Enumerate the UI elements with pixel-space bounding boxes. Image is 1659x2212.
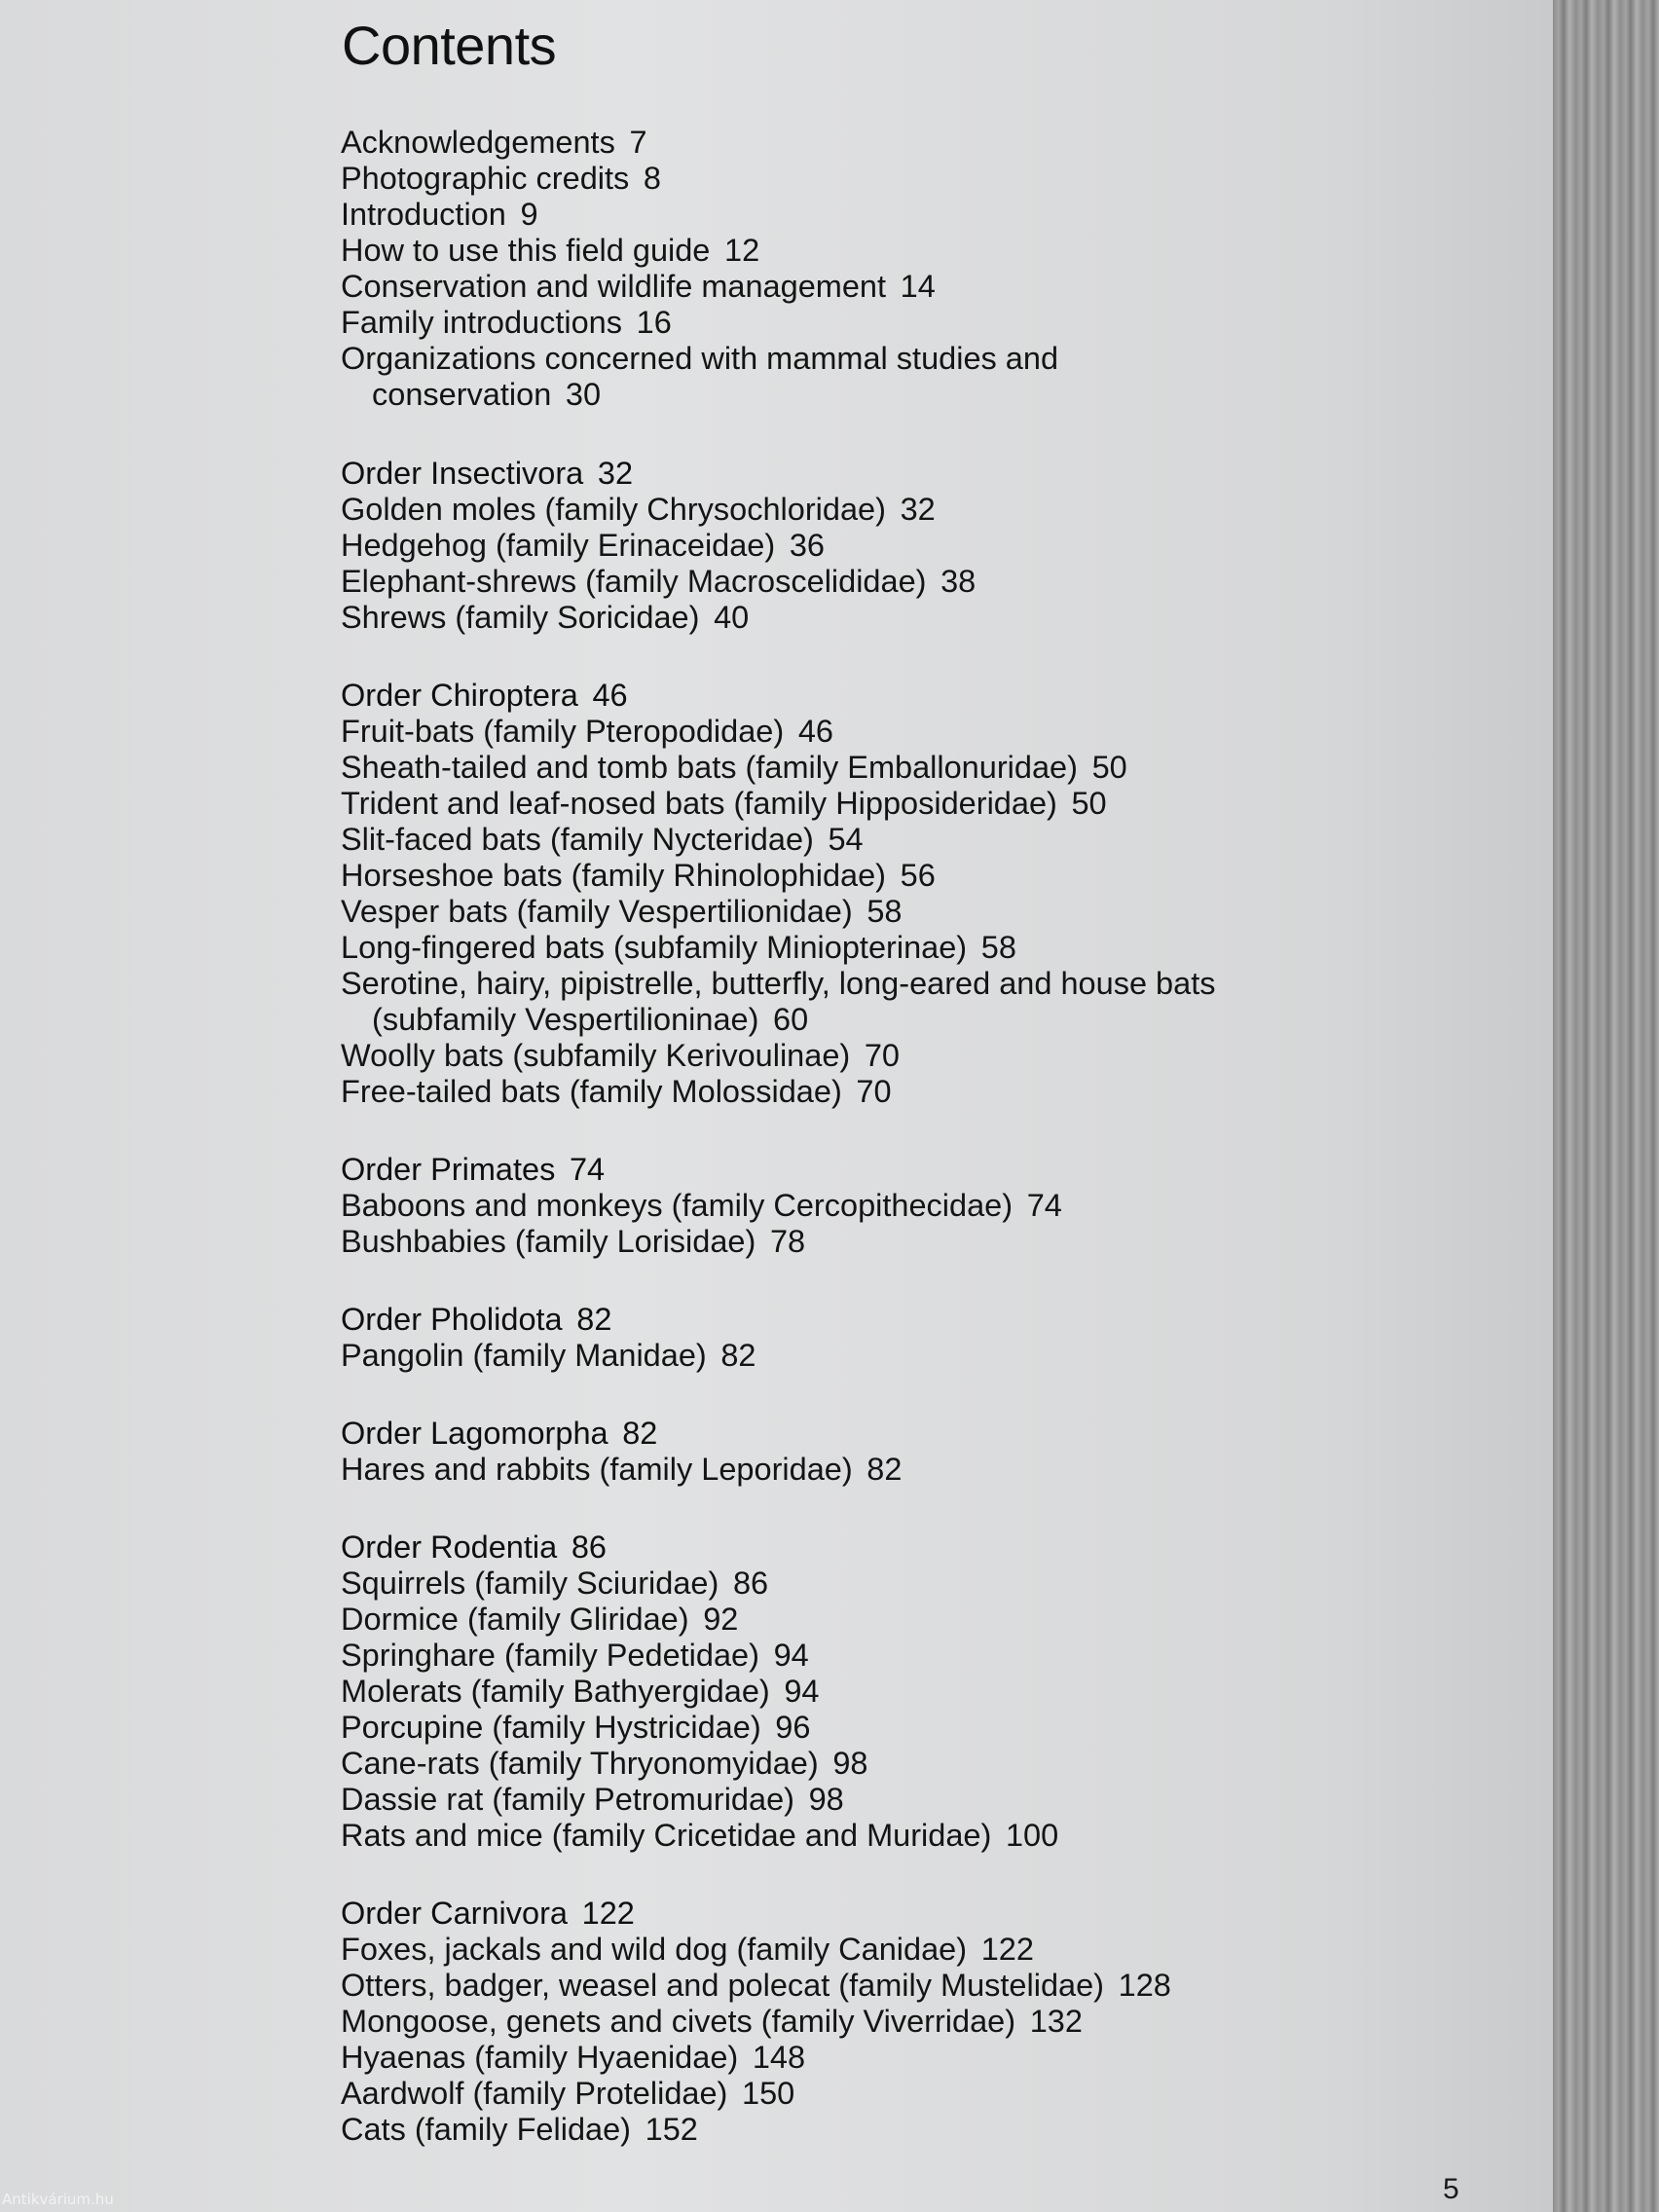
toc-entry-title: Family introductions — [341, 305, 622, 340]
toc-entry — [341, 492, 1509, 528]
toc-page-number: 92 — [703, 1602, 739, 1637]
toc-entry-title: Shrews (family Soricidae) — [341, 600, 700, 635]
toc-entry — [341, 2040, 1509, 2076]
toc-entry — [341, 1074, 1509, 1110]
toc-entry-title: Springhare (family Pedetidae) — [341, 1638, 759, 1673]
toc-entry — [341, 2004, 1509, 2040]
toc-page-number: 50 — [1091, 750, 1127, 785]
toc-page-number: 148 — [752, 2040, 806, 2075]
toc-entry-title: Introduction — [341, 197, 506, 232]
toc-page-number: 60 — [773, 1002, 809, 1037]
toc-entry-title: Fruit-bats (family Pteropodidae) — [341, 714, 785, 749]
toc-entry — [341, 1566, 1509, 1602]
toc-entry-title: Photographic credits — [341, 161, 630, 196]
toc-entry-title: Hyaenas (family Hyaenidae) — [341, 2040, 739, 2075]
toc-page-number: 122 — [980, 1932, 1034, 1967]
toc-section-heading — [341, 1152, 1509, 1188]
toc-order-section — [341, 456, 1509, 636]
toc-entry-title: Order Carnivora — [341, 1896, 568, 1931]
toc-entry-continuation-text: (subfamily Vespertilioninae) — [372, 1002, 759, 1037]
toc-entry-title: Rats and mice (family Cricetidae and Muridae) — [341, 1818, 992, 1853]
toc-page-number: 56 — [900, 858, 936, 893]
toc-entry-title: Trident and leaf-nosed bats (family Hipposideridae) — [341, 786, 1057, 821]
toc-entry — [341, 1338, 1509, 1374]
toc-page-number: 82 — [866, 1452, 903, 1487]
toc-entry-title: Horseshoe bats (family Rhinolophidae) — [341, 858, 887, 893]
toc-entry-title: Sheath-tailed and tomb bats (family Emballonuridae) — [341, 750, 1078, 785]
toc-page-number: 128 — [1118, 1968, 1171, 2003]
toc-page-number: 32 — [597, 456, 634, 491]
toc-page-number: 58 — [866, 894, 903, 929]
wooden-background — [1553, 0, 1659, 2212]
toc-entry-title: Order Lagomorpha — [341, 1416, 608, 1451]
toc-page-number: 98 — [808, 1782, 844, 1817]
toc-entry — [341, 1038, 1509, 1074]
toc-order-section — [341, 1152, 1509, 1260]
table-of-contents — [341, 125, 1509, 2190]
toc-entry-title: Aardwolf (family Protelidae) — [341, 2076, 728, 2111]
toc-section-heading — [341, 456, 1509, 492]
toc-page-number: 96 — [775, 1710, 811, 1745]
watermark: Antikvárium.hu — [2, 2191, 114, 2208]
toc-order-section — [341, 1530, 1509, 1854]
toc-page-number: 82 — [622, 1416, 658, 1451]
toc-entry — [341, 233, 1509, 269]
toc-entry-title: Squirrels (family Sciuridae) — [341, 1566, 719, 1601]
page-number: 5 — [1443, 2173, 1459, 2205]
toc-entry-continuation — [341, 1002, 1509, 1038]
toc-entry-title: Order Rodentia — [341, 1530, 558, 1565]
toc-page-number: 7 — [629, 125, 647, 160]
toc-entry — [341, 1188, 1509, 1224]
toc-section-heading — [341, 1416, 1509, 1452]
toc-entry — [341, 714, 1509, 750]
toc-page-number: 32 — [900, 492, 936, 527]
toc-page-number: 12 — [724, 233, 760, 268]
toc-entry — [341, 786, 1509, 822]
toc-order-section — [341, 678, 1509, 1110]
toc-page-number: 46 — [797, 714, 833, 749]
toc-section-heading — [341, 1896, 1509, 1932]
toc-page-number: 50 — [1071, 786, 1107, 821]
toc-page-number: 74 — [1026, 1188, 1062, 1223]
toc-entry — [341, 858, 1509, 894]
toc-entry — [341, 966, 1509, 1038]
toc-page-number: 150 — [742, 2076, 795, 2111]
toc-page-number: 40 — [714, 600, 750, 635]
toc-entry-continuation — [341, 377, 1509, 413]
toc-page-number: 152 — [645, 2112, 698, 2147]
toc-entry — [341, 894, 1509, 930]
toc-page-number: 82 — [720, 1338, 756, 1373]
toc-entry — [341, 1746, 1509, 1782]
toc-entry-title: Dassie rat (family Petromuridae) — [341, 1782, 794, 1817]
toc-page-number: 30 — [565, 377, 602, 412]
toc-entry-title: Dormice (family Gliridae) — [341, 1602, 689, 1637]
toc-page-number: 70 — [864, 1038, 901, 1073]
toc-page-number: 100 — [1005, 1818, 1059, 1853]
toc-page-number: 132 — [1029, 2004, 1083, 2039]
toc-page-number: 94 — [784, 1674, 820, 1709]
toc-page-number: 16 — [636, 305, 672, 340]
toc-entry — [341, 1710, 1509, 1746]
toc-page-number: 9 — [520, 197, 538, 232]
toc-order-section — [341, 1416, 1509, 1488]
toc-entry-title: Order Chiroptera — [341, 678, 578, 713]
toc-entry — [341, 305, 1509, 341]
toc-entry-title: Acknowledgements — [341, 125, 615, 160]
toc-entry-title: Pangolin (family Manidae) — [341, 1338, 707, 1373]
toc-entry — [341, 197, 1509, 233]
toc-page-number: 8 — [643, 161, 661, 196]
toc-entry — [341, 2112, 1509, 2148]
toc-section-heading — [341, 678, 1509, 714]
toc-page-number: 122 — [581, 1896, 635, 1931]
toc-front-matter — [341, 125, 1509, 413]
toc-entry — [341, 822, 1509, 858]
toc-entry-title: Slit-faced bats (family Nycteridae) — [341, 822, 814, 857]
toc-page-number: 86 — [732, 1566, 769, 1601]
toc-section-heading — [341, 1530, 1509, 1566]
toc-entry-title: Foxes, jackals and wild dog (family Canidae) — [341, 1932, 968, 1967]
toc-order-section — [341, 1302, 1509, 1374]
toc-entry-title: Hedgehog (family Erinaceidae) — [341, 528, 776, 563]
toc-page-number: 74 — [569, 1152, 606, 1187]
toc-entry — [341, 1638, 1509, 1674]
toc-entry-title: Hares and rabbits (family Leporidae) — [341, 1452, 853, 1487]
toc-entry-title: Elephant-shrews (family Macroscelididae) — [341, 564, 927, 599]
toc-entry-title: Otters, badger, weasel and polecat (family Mustelidae) — [341, 1968, 1104, 2003]
toc-entry-title: Serotine, hairy, pipistrelle, butterfly, long-eared and house bats — [341, 966, 1216, 1001]
toc-entry-title: Golden moles (family Chrysochloridae) — [341, 492, 886, 527]
toc-page-number: 78 — [769, 1224, 806, 1259]
toc-entry — [341, 1224, 1509, 1260]
toc-entry-title: Porcupine (family Hystricidae) — [341, 1710, 761, 1745]
toc-entry — [341, 2076, 1509, 2112]
toc-entry — [341, 125, 1509, 161]
toc-entry — [341, 1782, 1509, 1818]
toc-entry — [341, 600, 1509, 636]
toc-entry-title: Molerats (family Bathyergidae) — [341, 1674, 770, 1709]
toc-entry — [341, 750, 1509, 786]
toc-entry-title: Free-tailed bats (family Molossidae) — [341, 1074, 842, 1109]
toc-entry — [341, 1674, 1509, 1710]
toc-page-number: 94 — [773, 1638, 809, 1673]
toc-entry-title: Cats (family Felidae) — [341, 2112, 631, 2147]
toc-entry-title: Order Primates — [341, 1152, 556, 1187]
toc-entry — [341, 528, 1509, 564]
toc-entry — [341, 341, 1509, 413]
toc-entry-title: Long-fingered bats (subfamily Miniopterinae) — [341, 930, 968, 965]
page-title: Contents — [342, 15, 557, 76]
toc-entry — [341, 1932, 1509, 1968]
toc-entry-title: Mongoose, genets and civets (family Viverridae) — [341, 2004, 1016, 2039]
toc-page-number: 58 — [980, 930, 1016, 965]
toc-entry — [341, 161, 1509, 197]
toc-entry-title: Woolly bats (subfamily Kerivoulinae) — [341, 1038, 851, 1073]
toc-entry-continuation-text: conservation — [372, 377, 552, 412]
toc-page-number: 46 — [592, 678, 628, 713]
toc-entry — [341, 564, 1509, 600]
toc-entry — [341, 1602, 1509, 1638]
toc-entry — [341, 269, 1509, 305]
toc-entry-title: Baboons and monkeys (family Cercopithecidae) — [341, 1188, 1014, 1223]
toc-page-number: 14 — [900, 269, 936, 304]
toc-entry-title: Order Insectivora — [341, 456, 584, 491]
toc-entry — [341, 1452, 1509, 1488]
toc-entry-title: Bushbabies (family Lorisidae) — [341, 1224, 756, 1259]
toc-page-number: 38 — [940, 564, 977, 599]
toc-page-number: 98 — [832, 1746, 868, 1781]
toc-page-number: 86 — [571, 1530, 607, 1565]
toc-entry-title: Organizations concerned with mammal studies and — [341, 341, 1059, 376]
toc-entry-title: Conservation and wildlife management — [341, 269, 887, 304]
toc-entry-title: Vesper bats (family Vespertilionidae) — [341, 894, 853, 929]
toc-entry — [341, 1968, 1509, 2004]
toc-entry-title: How to use this field guide — [341, 233, 711, 268]
toc-entry — [341, 1818, 1509, 1854]
toc-order-section — [341, 1896, 1509, 2148]
toc-page-number: 36 — [789, 528, 825, 563]
toc-page-number: 54 — [828, 822, 864, 857]
toc-page-number: 70 — [856, 1074, 892, 1109]
toc-entry — [341, 930, 1509, 966]
toc-page-number: 82 — [576, 1302, 612, 1337]
toc-entry-title: Order Pholidota — [341, 1302, 563, 1337]
toc-entry-title: Cane-rats (family Thryonomyidae) — [341, 1746, 819, 1781]
toc-section-heading — [341, 1302, 1509, 1338]
